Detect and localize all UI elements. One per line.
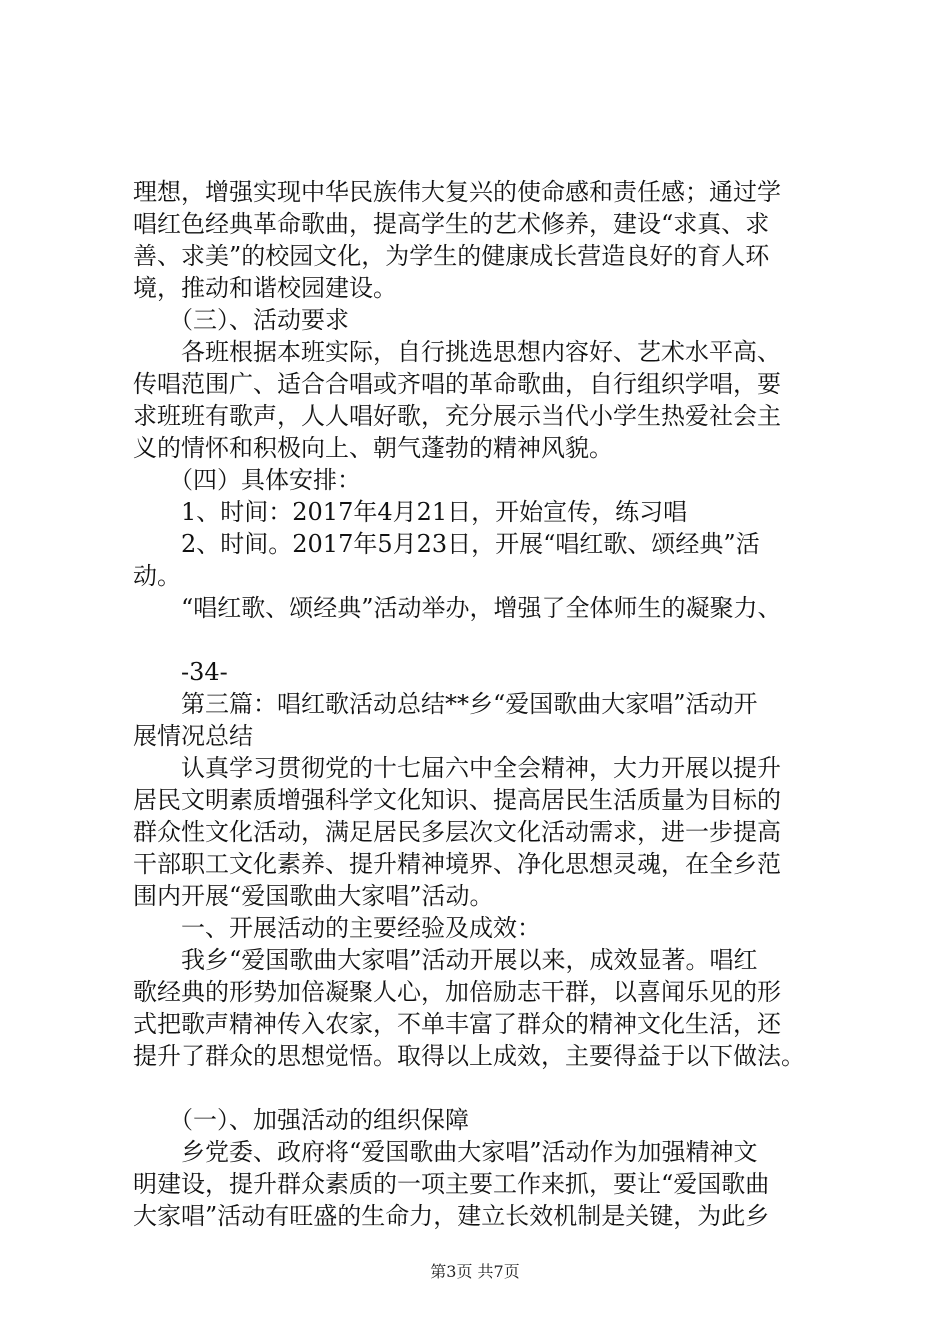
chapter-heading: 展情况总结 bbox=[133, 722, 253, 750]
text-line: 提升了群众的思想觉悟。取得以上成效，主要得益于以下做法。 bbox=[133, 1042, 805, 1070]
text-line: 歌经典的形势加倍凝聚人心，加倍励志干群，以喜闻乐见的形 bbox=[133, 978, 781, 1006]
text-line: 围内开展“爱国歌曲大家唱”活动。 bbox=[133, 882, 494, 910]
text-line: 乡党委、政府将“爱国歌曲大家唱”活动作为加强精神文 bbox=[133, 1138, 758, 1166]
text-line: 善、求美”的校园文化，为学生的健康成长营造良好的育人环 bbox=[133, 242, 770, 270]
text-line: 义的情怀和积极向上、朝气蓬勃的精神风貌。 bbox=[133, 434, 613, 462]
text-line: 群众性文化活动，满足居民多层次文化活动需求，进一步提高 bbox=[133, 818, 781, 846]
text-line: 2、时间。2017年5月23日，开展“唱红歌、颂经典”活 bbox=[133, 530, 760, 558]
text-line: 求班班有歌声，人人唱好歌，充分展示当代小学生热爱社会主 bbox=[133, 402, 781, 430]
text-line: 居民文明素质增强科学文化知识、提高居民生活质量为目标的 bbox=[133, 786, 781, 814]
text-line: 各班根据本班实际，自行挑选思想内容好、艺术水平高、 bbox=[133, 338, 781, 366]
text-line: 明建设，提升群众素质的一项主要工作来抓，要让“爱国歌曲 bbox=[133, 1170, 770, 1198]
section-heading: 一、开展活动的主要经验及成效： bbox=[133, 914, 541, 942]
text-line: 传唱范围广、适合合唱或齐唱的革命歌曲，自行组织学唱，要 bbox=[133, 370, 781, 398]
page-marker: -34- bbox=[133, 658, 228, 686]
text-line: 式把歌声精神传入农家，不单丰富了群众的精神文化生活，还 bbox=[133, 1010, 781, 1038]
text-line: 干部职工文化素养、提升精神境界、净化思想灵魂，在全乡范 bbox=[133, 850, 781, 878]
text-line: 认真学习贯彻党的十七届六中全会精神，大力开展以提升 bbox=[133, 754, 781, 782]
page-number-footer: 第3页 共7页 bbox=[430, 1262, 520, 1281]
text-line: 唱红色经典革命歌曲，提高学生的艺术修养，建设“求真、求 bbox=[133, 210, 770, 238]
text-line: “唱红歌、颂经典”活动举办，增强了全体师生的凝聚力、 bbox=[133, 594, 782, 622]
chapter-heading: 第三篇：唱红歌活动总结**乡“爱国歌曲大家唱”活动开 bbox=[133, 690, 758, 718]
section-heading: （一）、加强活动的组织保障 bbox=[133, 1106, 469, 1134]
text-line: 大家唱”活动有旺盛的生命力，建立长效机制是关键，为此乡 bbox=[133, 1202, 770, 1230]
section-heading: （四）具体安排： bbox=[133, 466, 361, 494]
text-line: 动。 bbox=[133, 562, 181, 590]
section-heading: （三）、活动要求 bbox=[133, 306, 349, 334]
text-line: 境，推动和谐校园建设。 bbox=[133, 274, 397, 302]
text-line: 理想，增强实现中华民族伟大复兴的使命感和责任感；通过学 bbox=[133, 178, 781, 206]
text-line: 我乡“爱国歌曲大家唱”活动开展以来，成效显著。唱红 bbox=[133, 946, 758, 974]
text-line: 1、时间：2017年4月21日，开始宣传，练习唱 bbox=[133, 498, 688, 526]
